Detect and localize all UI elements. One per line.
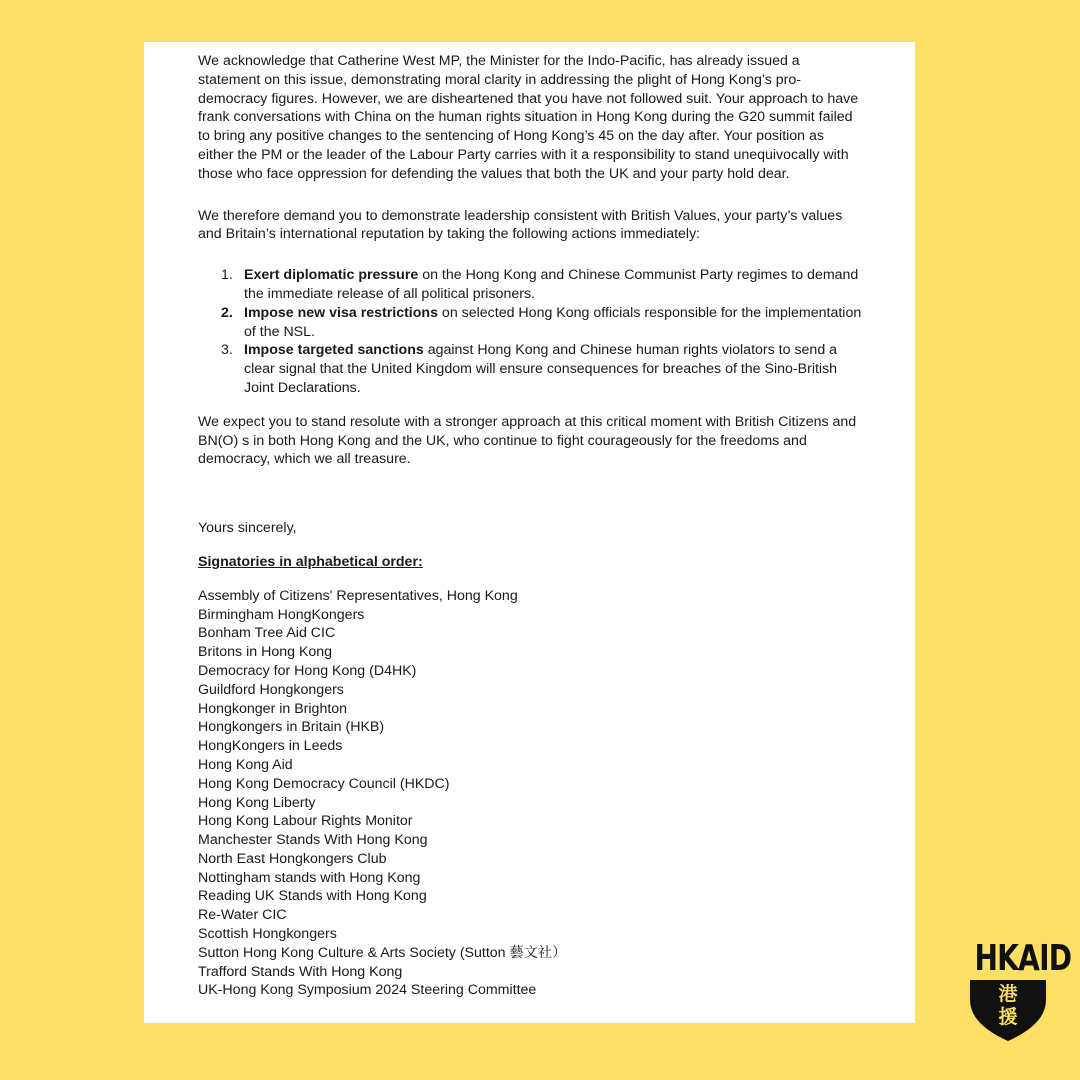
demand-bold-text: Impose targeted sanctions xyxy=(244,342,424,359)
signatory-item: Bonham Tree Aid CIC xyxy=(198,625,336,642)
signatory-item: Hong Kong Democracy Council (HKDC) xyxy=(198,775,450,792)
hkaid-logo xyxy=(965,938,1072,1042)
signatory-item: Hongkonger in Brighton xyxy=(198,700,348,717)
demand-text xyxy=(244,304,863,342)
signatory-item: Britons in Hong Kong xyxy=(198,644,333,661)
demand-item xyxy=(198,266,863,304)
logo-wordmark: HKAID xyxy=(974,938,1072,979)
letter-paragraph: We expect you to stand resolute with a stronger approach at this critical moment with British Citizens and BN(O) s in both Hong Kong and the UK, who continue to fight courageously for the freedoms and democracy, which we all treasure. xyxy=(198,413,857,468)
logo-character: 港 xyxy=(998,983,1018,1005)
signatory-item: Nottingham stands with Hong Kong xyxy=(198,869,421,886)
demand-text xyxy=(244,341,863,397)
signatory-item: Guildford Hongkongers xyxy=(198,681,344,698)
letter-paragraph: We acknowledge that Catherine West MP, the Minister for the Indo-Pacific, has already issued a statement on this issue, demonstrating moral clarity in addressing the plight of Hong Kong’s pro-democracy figures. However, we are disheartened that you have not followed suit. Your approach to have frank conversations with China on the human rights situation in Hong Kong during the G20 summit failed to bring any positive changes to the sentencing of Hong Kong’s 45 on the day after. Your position as either the PM or the leader of the Labour Party carries with it a responsibility to stand unequivocally with those who face oppression for defending the values that both the UK and your party hold dear. xyxy=(198,53,859,182)
demand-rest-text: on selected Hong Kong officials responsible for the implementation of the NSL. xyxy=(244,304,862,340)
demand-rest-text: against Hong Kong and Chinese human rights violators to send a clear signal that the United Kingdom will ensure consequences for breaches of the Sino-British Joint Declarations. xyxy=(244,342,838,396)
signatory-item: UK-Hong Kong Symposium 2024 Steering Committee xyxy=(198,982,537,999)
demand-bold-text: Exert diplomatic pressure xyxy=(244,267,419,284)
signatory-item: Sutton Hong Kong Culture & Arts Society (Sutton 藝文社） xyxy=(198,944,567,961)
signatories-list xyxy=(198,587,863,1001)
signatories-heading: Signatories in alphabetical order: xyxy=(198,553,423,570)
signatory-item: Reading UK Stands with Hong Kong xyxy=(198,888,427,905)
demand-text xyxy=(244,266,863,304)
demand-rest-text: on the Hong Kong and Chinese Communist Party regimes to demand the immediate release of all political prisoners. xyxy=(244,267,859,302)
demand-item xyxy=(198,304,863,342)
demand-bold-text: Impose new visa restrictions xyxy=(244,304,438,321)
letter-page xyxy=(144,42,915,1023)
signatory-item: Hongkongers in Britain (HKB) xyxy=(198,719,385,736)
logo-character: 援 xyxy=(998,1006,1018,1028)
signatory-item: Hong Kong Aid xyxy=(198,756,293,773)
signatory-item: Hong Kong Labour Rights Monitor xyxy=(198,813,413,830)
demand-number: 2. xyxy=(221,304,233,321)
letter-closing: Yours sincerely, xyxy=(198,520,297,537)
demand-number: 1. xyxy=(221,267,233,284)
signatory-item: Birmingham HongKongers xyxy=(198,606,365,623)
signatory-item: Democracy for Hong Kong (D4HK) xyxy=(198,662,417,679)
signatory-item: Hong Kong Liberty xyxy=(198,794,316,811)
demands-list xyxy=(198,266,863,398)
letter-paragraph: We therefore demand you to demonstrate leadership consistent with British Values, your party’s values and Britain’s international reputation by taking the following actions immediately: xyxy=(198,207,843,243)
demand-number: 3. xyxy=(221,342,233,359)
signatory-item: HongKongers in Leeds xyxy=(198,738,343,755)
signatory-item: Scottish Hongkongers xyxy=(198,926,337,943)
signatory-item: North East Hongkongers Club xyxy=(198,850,387,867)
demand-item xyxy=(198,341,863,397)
signatory-item: Assembly of Citizens' Representatives, Hong Kong xyxy=(198,587,518,604)
signatory-item: Trafford Stands With Hong Kong xyxy=(198,963,403,980)
signatory-item: Manchester Stands With Hong Kong xyxy=(198,832,428,849)
signatory-item: Re-Water CIC xyxy=(198,907,287,924)
